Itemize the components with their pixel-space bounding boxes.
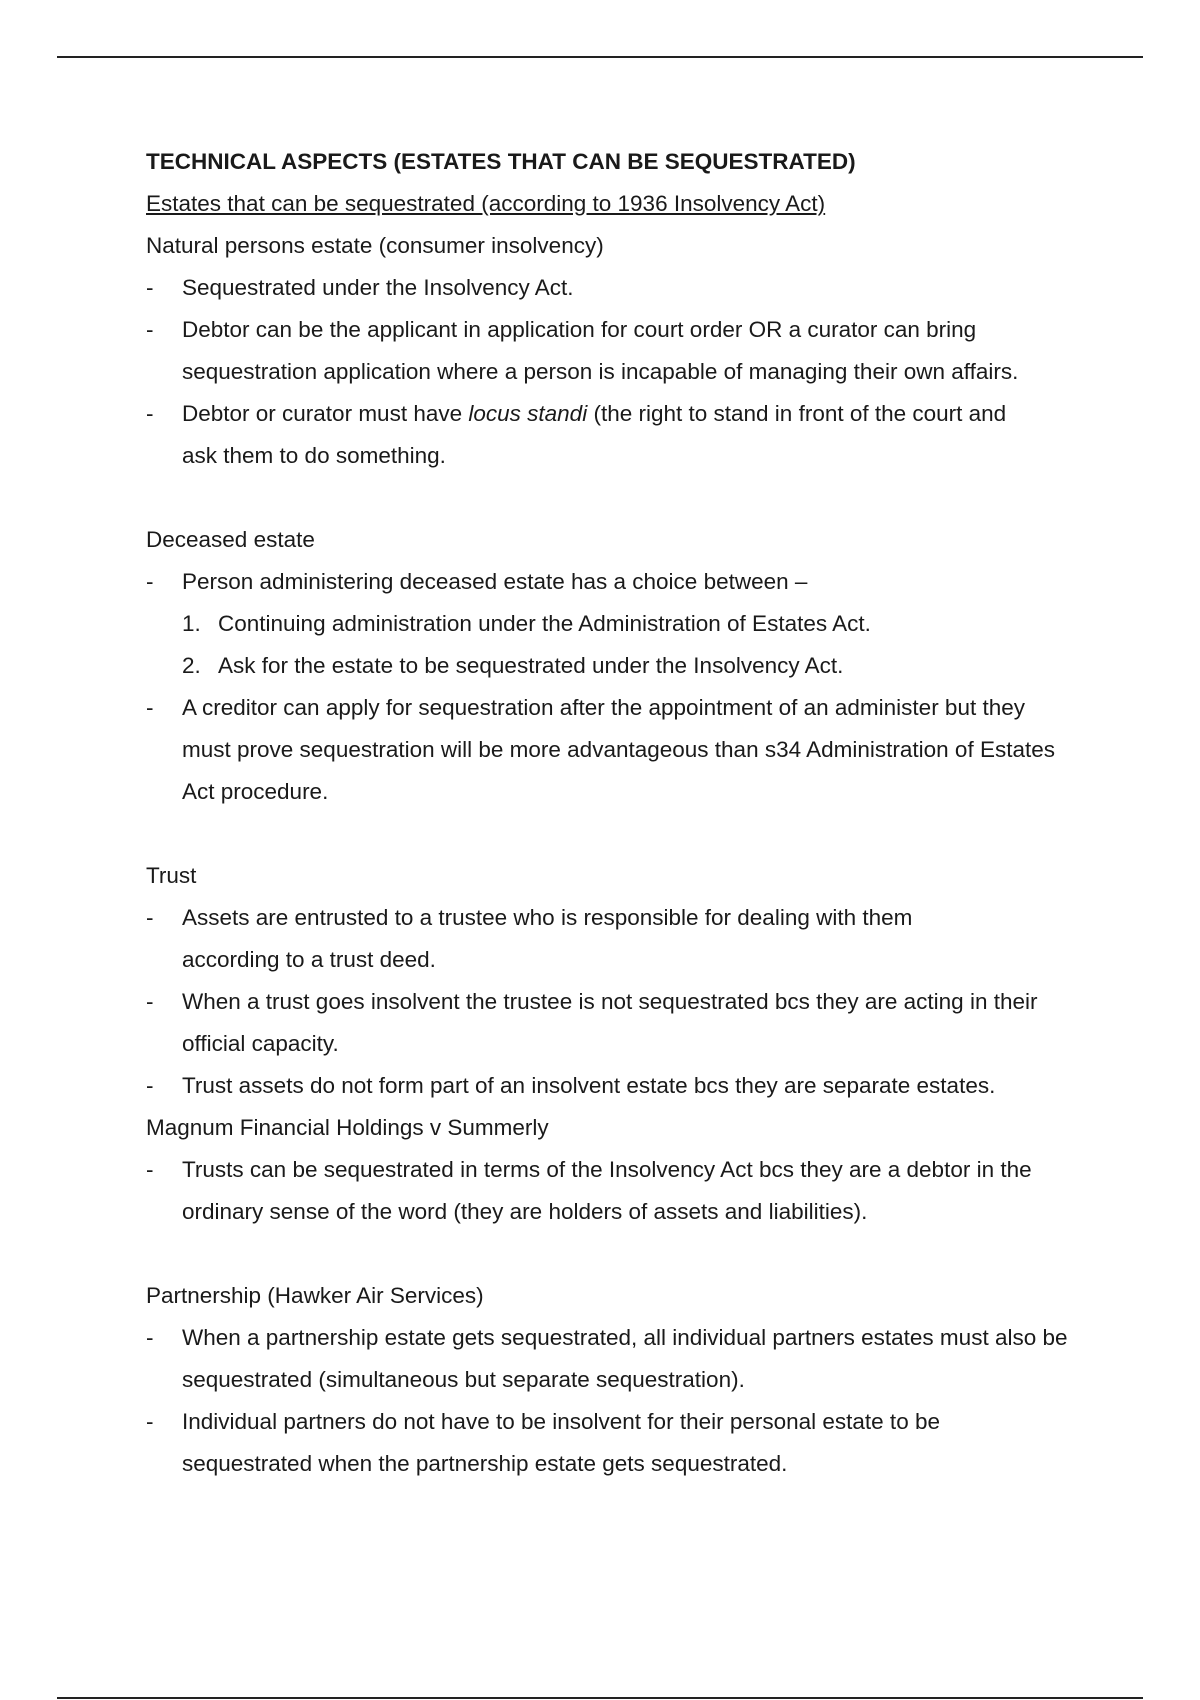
list-item [146, 687, 1076, 813]
list-item [146, 1401, 1076, 1485]
numbered-text: Ask for the estate to be sequestrated under the Insolvency Act. [218, 653, 844, 678]
bullet-dash: - [146, 1325, 154, 1350]
list-item [146, 1065, 1076, 1107]
partnership-title: Partnership (Hawker Air Services) [146, 1283, 484, 1308]
bullet-dash: - [146, 1073, 154, 1098]
bullet-dash: - [146, 1409, 154, 1434]
numbered-text: Continuing administration under the Administration of Estates Act. [218, 611, 871, 636]
bullet-dash: - [146, 695, 154, 720]
bullet-text: Trusts can be sequestrated in terms of the Insolvency Act bcs they are a debtor in the ordinary sense of the word (they are holders of assets and liabilities). [182, 1157, 1032, 1224]
numbered-item [182, 645, 1076, 687]
natural-persons-title: Natural persons estate (consumer insolvency) [146, 233, 604, 258]
deceased-estate-title: Deceased estate [146, 527, 315, 552]
section-subheading: Estates that can be sequestrated (according to 1936 Insolvency Act) [146, 191, 826, 216]
document-body [146, 141, 1076, 1485]
bullet-text [182, 393, 1042, 477]
bullet-text: A creditor can apply for sequestration after the appointment of an administer but they must prove sequestration will be more advantageous than s34 Administration of Estates Act procedure. [182, 695, 1055, 804]
header-rule [57, 56, 1143, 58]
bullet-dash: - [146, 1157, 154, 1182]
bullet-dash: - [146, 989, 154, 1014]
bullet-text: Individual partners do not have to be insolvent for their personal estate to be sequestrated when the partnership estate gets sequestrated. [182, 1409, 940, 1476]
bullet-dash: - [146, 275, 154, 300]
bullet-dash: - [146, 569, 154, 594]
bullet-text: Debtor can be the applicant in application for court order OR a curator can bring sequestration application where a person is incapable of managing their own affairs. [182, 317, 1019, 384]
latin-term: locus standi [468, 401, 588, 426]
list-item [146, 897, 1076, 981]
bullet-text: Person administering deceased estate has a choice between – [182, 569, 808, 594]
bullet-dash: - [146, 905, 154, 930]
list-item [146, 393, 1076, 477]
list-item [146, 309, 1076, 393]
bullet-text: Sequestrated under the Insolvency Act. [182, 275, 574, 300]
bullet-text: Trust assets do not form part of an insolvent estate bcs they are separate estates. [182, 1073, 996, 1098]
case-reference: Magnum Financial Holdings v Summerly [146, 1115, 549, 1140]
bullet-text-part: Debtor or curator must have [182, 401, 469, 426]
bullet-text: Assets are entrusted to a trustee who is responsible for dealing with them according to a trust deed. [182, 905, 913, 972]
bullet-text: When a partnership estate gets sequestrated, all individual partners estates must also be sequestrated (simultaneous but separate sequestration). [182, 1325, 1068, 1392]
item-number: 1. [182, 611, 201, 636]
bullet-text-part: (the right to stand in front of the court and ask them to do something. [182, 401, 1007, 468]
trust-title: Trust [146, 863, 197, 888]
list-item [146, 1317, 1076, 1401]
bullet-text: When a trust goes insolvent the trustee is not sequestrated bcs they are acting in their official capacity. [182, 989, 1038, 1056]
numbered-item [182, 603, 1076, 645]
bullet-dash: - [146, 317, 154, 342]
footer-rule [57, 1697, 1143, 1699]
page-heading: TECHNICAL ASPECTS (ESTATES THAT CAN BE SEQUESTRATED) [146, 149, 856, 174]
list-item [146, 1149, 1076, 1233]
list-item [146, 267, 1076, 309]
bullet-dash: - [146, 401, 154, 426]
list-item [146, 981, 1076, 1065]
list-item [146, 561, 1076, 603]
item-number: 2. [182, 653, 201, 678]
